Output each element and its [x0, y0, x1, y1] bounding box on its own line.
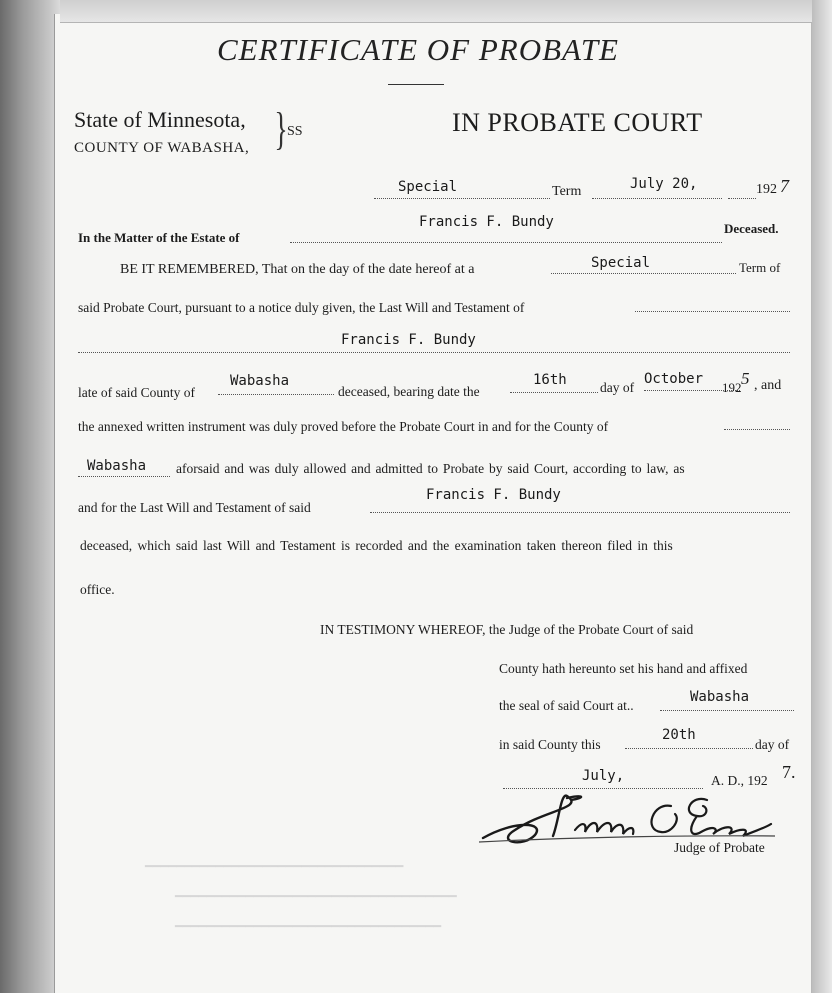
- term-year-prefix: 192: [756, 182, 777, 197]
- will-year-prefix: 192: [722, 380, 742, 395]
- title-underline: [388, 84, 444, 85]
- testimony-day-field: 20th: [662, 727, 696, 743]
- county-field: Wabasha: [230, 373, 290, 389]
- estate-name-field: Francis F. Bundy: [419, 214, 554, 230]
- testimony-line-3: the seal of said Court at..: [499, 698, 634, 713]
- will-month-field: October: [644, 371, 704, 387]
- estate-label: In the Matter of the Estate of: [78, 230, 240, 245]
- page-title: CERTIFICATE OF PROBATE: [217, 32, 619, 67]
- body-line-3b: deceased, bearing date the: [338, 384, 480, 399]
- will-day-field: 16th: [533, 372, 567, 388]
- term-year-digit: 7: [780, 176, 789, 196]
- body-line-7: deceased, which said last Will and Testament is recorded and the examination taken thereon filed in this: [80, 538, 673, 553]
- bleed-through-line: ▁▁▁▁▁▁▁▁▁▁▁▁▁▁▁▁▁▁▁▁▁▁▁▁▁▁▁▁▁▁▁▁▁: [145, 853, 404, 868]
- testimony-place-field: Wabasha: [690, 689, 750, 705]
- testator-name-field: Francis F. Bundy: [341, 332, 476, 348]
- bleed-through-line: ▁▁▁▁▁▁▁▁▁▁▁▁▁▁▁▁▁▁▁▁▁▁▁▁▁▁▁▁▁▁▁▁▁▁▁▁: [175, 883, 457, 898]
- body-line-2: said Probate Court, pursuant to a notice duly given, the Last Will and Testament of: [78, 300, 525, 315]
- state-line: State of Minnesota,: [74, 107, 246, 132]
- testimony-year-digit: 7.: [782, 762, 796, 782]
- testimony-line-4b: day of: [755, 737, 790, 752]
- body-line-3c: day of: [600, 380, 635, 395]
- ss-label: SS: [287, 124, 303, 139]
- body-term-field: Special: [591, 255, 651, 271]
- body-line-1b: Term of: [739, 260, 781, 275]
- testimony-month-field: July,: [582, 768, 625, 784]
- judge-title: Judge of Probate: [674, 840, 765, 855]
- body-line-3a: late of said County of: [78, 385, 195, 400]
- term-label: Term: [552, 184, 582, 199]
- county-line: COUNTY OF WABASHA,: [74, 140, 250, 156]
- body-line-1a: BE IT REMEMBERED, That on the day of the date hereof at a: [120, 262, 475, 277]
- testator-name-field-2: Francis F. Bundy: [426, 487, 561, 503]
- body-line-3d: , and: [754, 378, 782, 393]
- bleed-through-line: ▁▁▁▁▁▁▁▁▁▁▁▁▁▁▁▁▁▁▁▁▁▁▁▁▁▁▁▁▁▁▁▁▁▁: [175, 913, 442, 928]
- testimony-line-4a: in said County this: [499, 737, 601, 752]
- testimony-ad: A. D., 192: [711, 773, 768, 788]
- term-type-field: Special: [398, 179, 458, 195]
- county-field-2: Wabasha: [87, 458, 147, 474]
- testimony-line-2: County hath hereunto set his hand and affixed: [499, 661, 748, 676]
- testimony-line-1: IN TESTIMONY WHEREOF, the Judge of the Probate Court of said: [320, 622, 694, 637]
- body-line-6: and for the Last Will and Testament of said: [78, 500, 311, 515]
- body-line-8: office.: [80, 582, 115, 597]
- deceased-label: Deceased.: [724, 221, 779, 236]
- body-line-5: aforsaid and was duly allowed and admitted to Probate by said Court, according to law, as: [176, 461, 685, 476]
- court-heading: IN PROBATE COURT: [452, 108, 703, 137]
- brace-glyph: }: [274, 103, 288, 154]
- scan-top-edge: [60, 0, 832, 23]
- scan-right-edge: [812, 0, 832, 993]
- term-date-field: July 20,: [630, 176, 698, 192]
- will-year-digit: 5: [741, 369, 750, 388]
- body-line-4: the annexed written instrument was duly proved before the Probate Court in and for the County of: [78, 419, 609, 434]
